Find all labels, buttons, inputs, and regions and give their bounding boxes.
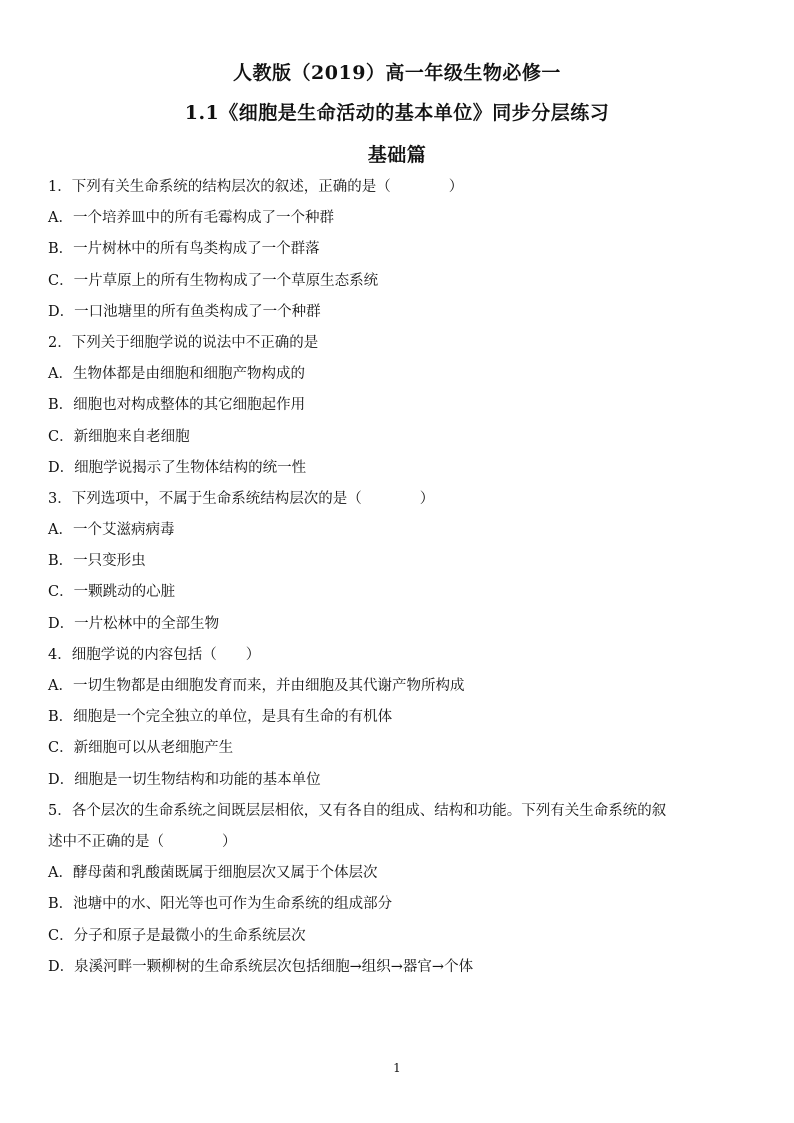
- option-line: C．新细胞来自老细胞: [48, 428, 190, 445]
- option-line: C．一颗跳动的心脏: [48, 584, 176, 601]
- question-line: 5．各个层次的生命系统之间既层层相依，又有各自的组成、结构和功能。下列有关生命系统的叙: [48, 802, 667, 819]
- option-line: B．一片树林中的所有鸟类构成了一个群落: [48, 241, 320, 258]
- option-line: D．一口池塘里的所有鱼类构成了一个种群: [48, 303, 321, 320]
- question-line: 2．下列关于细胞学说的说法中不正确的是: [48, 334, 319, 351]
- option-line: D．泉溪河畔一颗柳树的生命系统层次包括细胞→组织→器官→个体: [48, 958, 474, 975]
- option-line: D．细胞是一切生物结构和功能的基本单位: [48, 771, 321, 788]
- option-line: A．一切生物都是由细胞发育而来，并由细胞及其代谢产物所构成: [48, 678, 465, 694]
- page-number: 1: [393, 1061, 401, 1075]
- section-heading: 基础篇: [367, 144, 427, 166]
- option-line: B．细胞是一个完全独立的单位，是具有生命的有机体: [48, 709, 393, 726]
- document-title: 人教版（2019）高一年级生物必修一: [233, 62, 561, 84]
- option-line: B．细胞也对构成整体的其它细胞起作用: [48, 397, 306, 414]
- question-line-continued: 述中不正确的是（ ）: [48, 833, 237, 850]
- question-list: [48, 177, 748, 988]
- option-line: D．一片松林中的全部生物: [48, 615, 220, 632]
- question-line: 4．细胞学说的内容包括（ ）: [48, 646, 261, 663]
- option-line: B．一只变形虫: [48, 553, 146, 570]
- question-line: 1．下列有关生命系统的结构层次的叙述，正确的是（ ）: [48, 179, 464, 195]
- option-line: C．新细胞可以从老细胞产生: [48, 740, 234, 757]
- option-line: A．一个培养皿中的所有毛霉构成了一个种群: [48, 210, 334, 227]
- option-line: C．分子和原子是最微小的生命系统层次: [48, 927, 306, 944]
- document-subtitle: 1.1《细胞是生命活动的基本单位》同步分层练习: [184, 102, 610, 124]
- option-line: B．池塘中的水、阳光等也可作为生命系统的组成部分: [48, 896, 393, 913]
- option-line: D．细胞学说揭示了生物体结构的统一性: [48, 459, 307, 476]
- option-line: A．酵母菌和乳酸菌既属于细胞层次又属于个体层次: [48, 865, 378, 882]
- option-line: A．生物体都是由细胞和细胞产物构成的: [48, 366, 305, 383]
- question-line: 3．下列选项中，不属于生命系统结构层次的是（ ）: [48, 490, 435, 507]
- option-line: A．一个艾滋病病毒: [48, 522, 175, 539]
- option-line: C．一片草原上的所有生物构成了一个草原生态系统: [48, 272, 379, 289]
